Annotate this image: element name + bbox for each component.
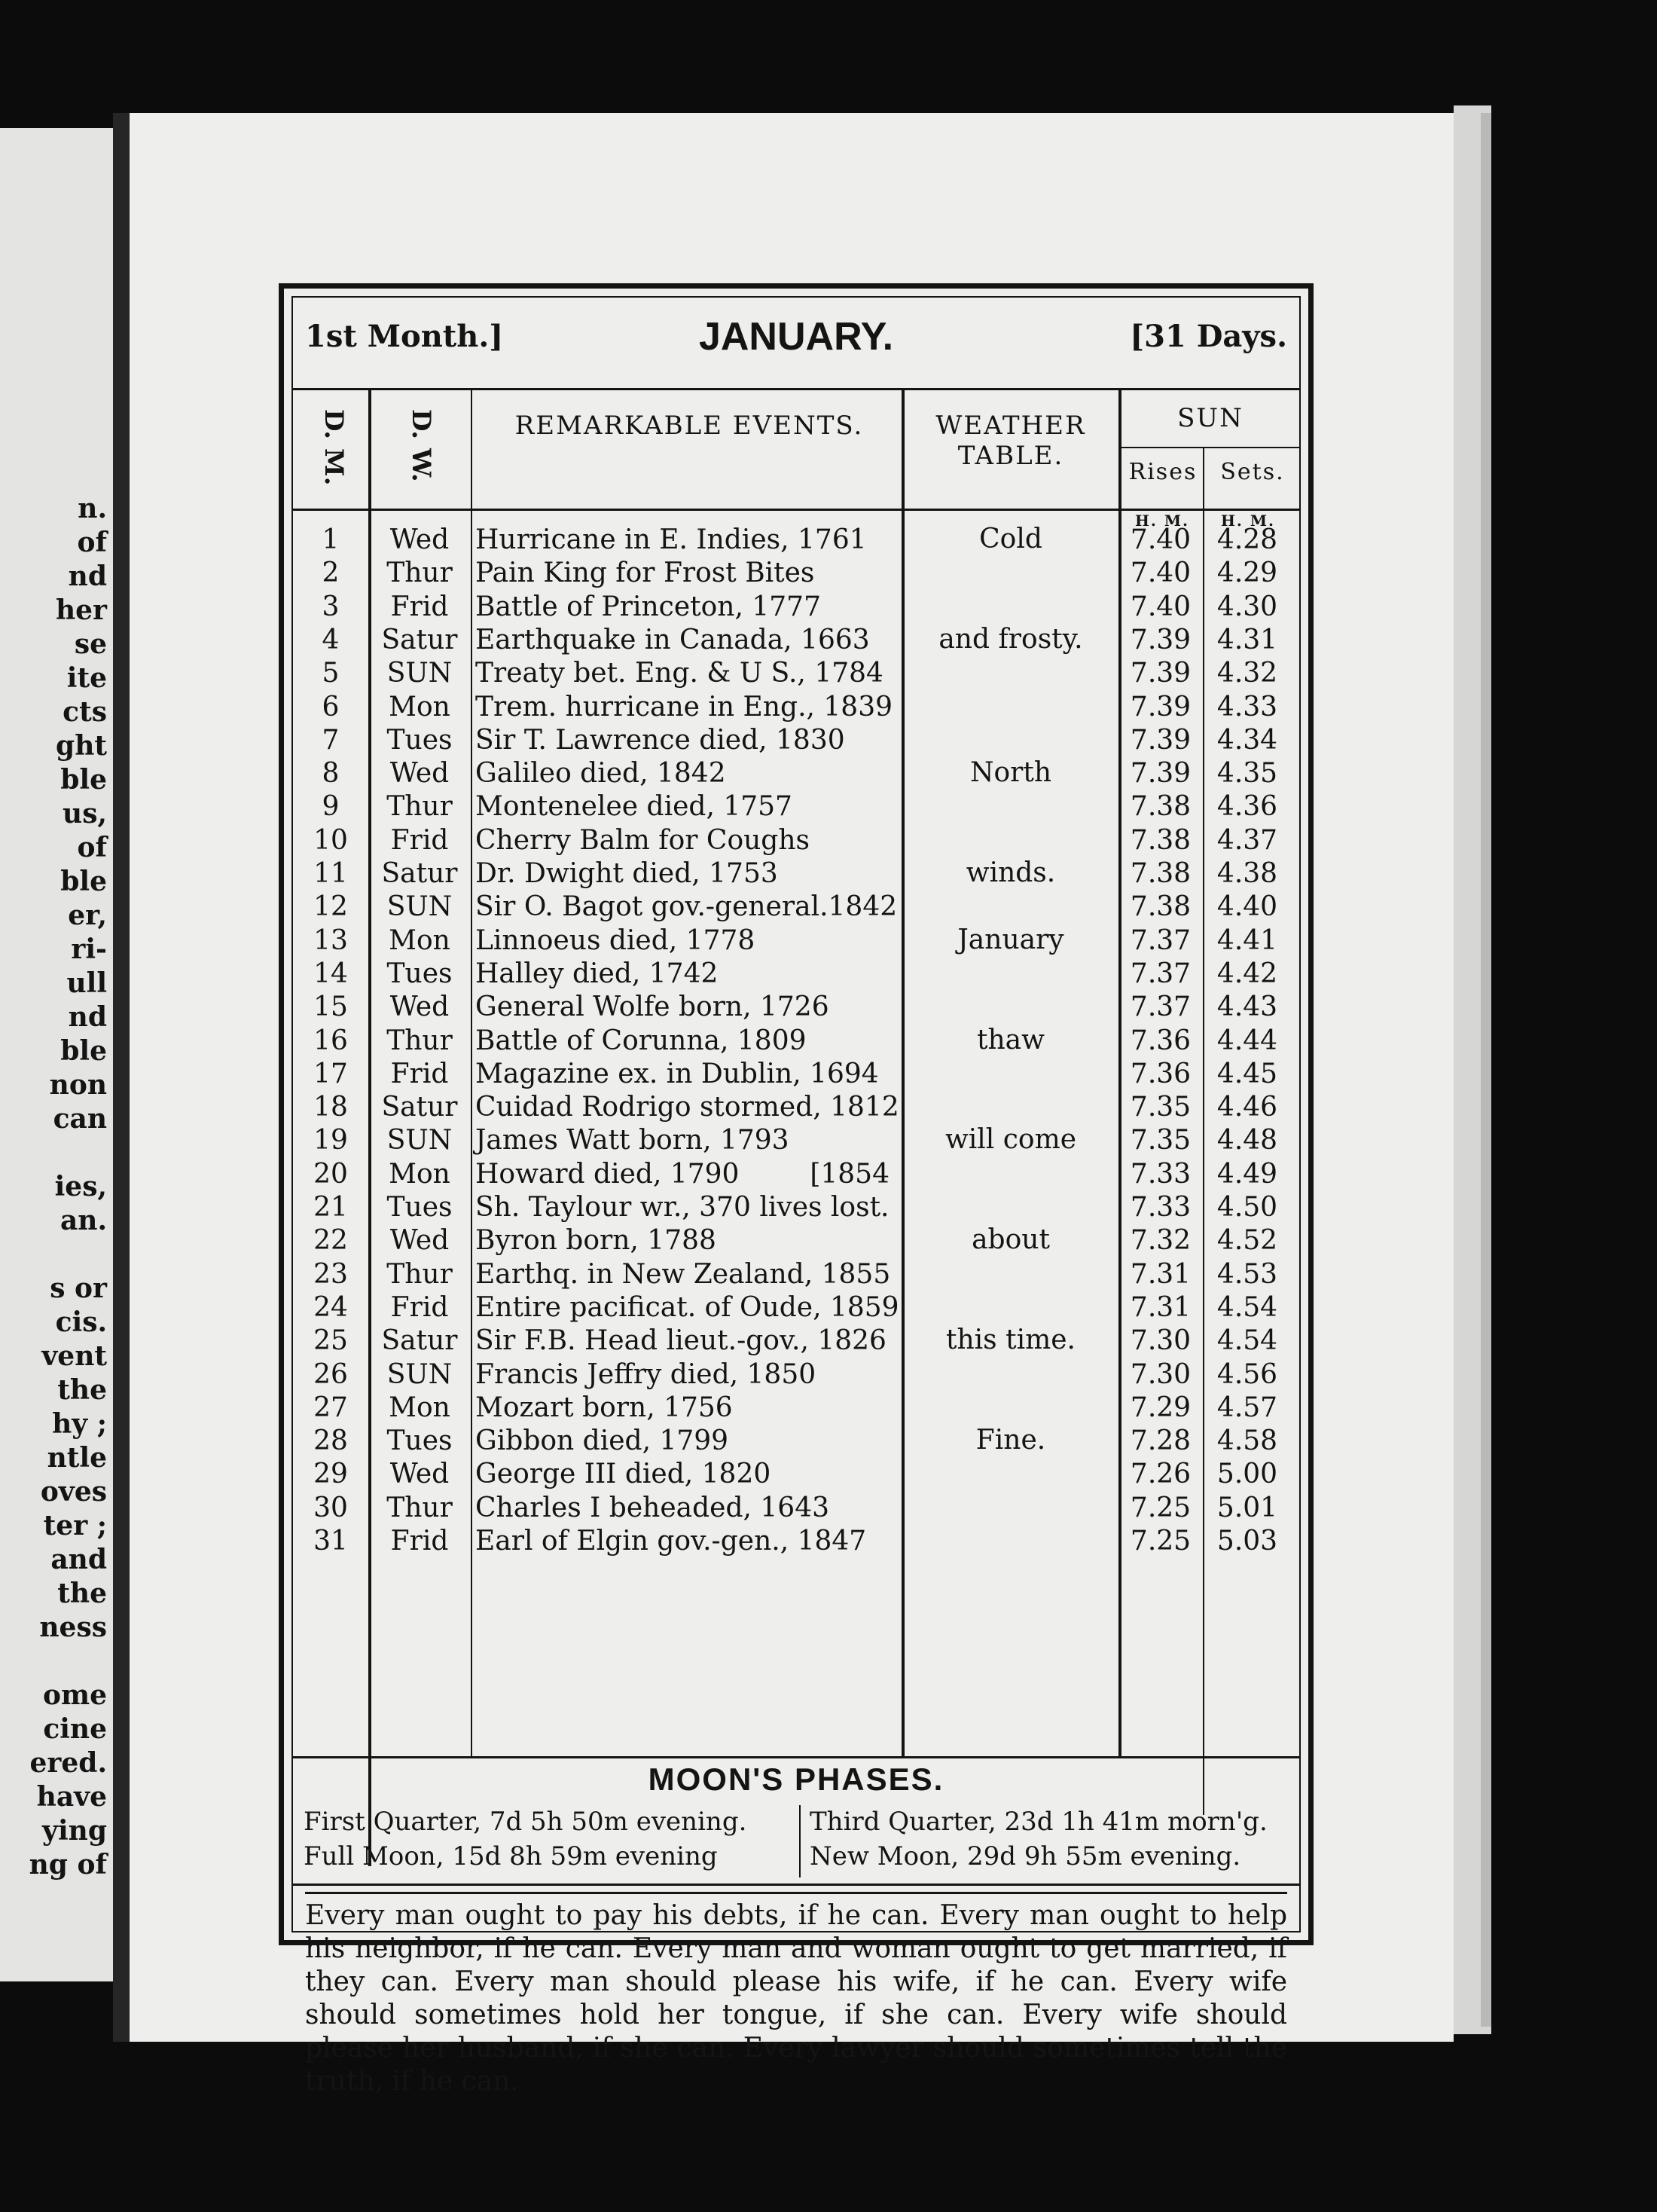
table-row	[293, 657, 1299, 690]
sun-set: 4.33	[1216, 691, 1278, 723]
table-row	[293, 1091, 1299, 1124]
weather-entry: thaw	[977, 1024, 1045, 1056]
left-page-fragment	[0, 128, 113, 1981]
sun-rise: 7.40	[1130, 558, 1192, 589]
left-page-line: n.	[78, 493, 107, 524]
col-sets: Sets.	[1220, 459, 1285, 485]
sun-rise: 7.36	[1130, 1025, 1192, 1056]
sun-set: 4.44	[1216, 1025, 1278, 1056]
left-page-line: ered.	[29, 1747, 107, 1779]
day-of-month: 27	[313, 1392, 348, 1423]
sun-set: 4.58	[1216, 1425, 1278, 1457]
calendar-frame	[279, 283, 1314, 2097]
day-of-week: Satur	[381, 1092, 458, 1123]
sun-rise: 7.31	[1130, 1291, 1192, 1323]
event: Battle of Princeton, 1777	[475, 591, 821, 622]
sun-rise: 7.40	[1130, 524, 1192, 555]
event: Charles I beheaded, 1643	[475, 1492, 830, 1523]
day-of-week: Thur	[386, 1025, 453, 1056]
sun-rise: 7.37	[1130, 924, 1192, 956]
sun-set: 4.40	[1216, 891, 1278, 923]
day-of-week: Thur	[386, 791, 453, 823]
table-row	[293, 1324, 1299, 1358]
table-row	[293, 924, 1299, 958]
event: George III died, 1820	[475, 1459, 771, 1490]
left-page-line: s or	[50, 1273, 107, 1304]
left-page-line: of	[77, 527, 107, 558]
first-quarter: First Quarter, 7d 5h 50m evening.	[304, 1807, 747, 1837]
day-of-week: Tues	[386, 1425, 453, 1457]
event: Treaty bet. Eng. & U S., 1784	[475, 658, 883, 689]
col-events	[478, 411, 900, 441]
left-page-line: nd	[68, 1001, 107, 1033]
left-page-line: ng of	[29, 1849, 107, 1881]
left-page-line: ness	[39, 1612, 107, 1643]
left-page-line: of	[77, 832, 107, 863]
day-of-month: 7	[322, 724, 340, 756]
col-weather-label: WEATHER TABLE.	[935, 411, 1086, 471]
day-of-week: SUN	[386, 891, 453, 923]
month-header	[293, 298, 1299, 390]
weather-entry: will come	[944, 1124, 1077, 1156]
sun-set: 4.53	[1216, 1258, 1278, 1290]
sun-rise: 7.37	[1130, 958, 1192, 989]
sun-rise: 7.39	[1130, 658, 1192, 689]
table-row	[293, 1025, 1299, 1058]
left-page-line: ble	[60, 866, 107, 897]
event: Earl of Elgin gov.-gen., 1847	[475, 1526, 867, 1557]
table-row	[293, 1425, 1299, 1458]
day-of-week: Frid	[390, 824, 449, 856]
table-row	[293, 1224, 1299, 1257]
left-page-line: her	[55, 594, 107, 626]
table-row	[293, 790, 1299, 823]
table-row	[293, 1392, 1299, 1425]
sets-unit: H. M.	[1221, 512, 1275, 530]
moon-phases	[293, 1756, 1299, 1886]
sun-rise: 7.38	[1130, 891, 1192, 923]
sun-rise: 7.38	[1130, 858, 1192, 889]
sun-rise: 7.30	[1130, 1358, 1192, 1390]
sun-rise: 7.32	[1130, 1225, 1192, 1257]
sun-set: 4.30	[1216, 591, 1278, 622]
left-page-line: hy ;	[52, 1408, 107, 1440]
left-page-line: have	[36, 1781, 107, 1813]
sun-rise: 7.38	[1130, 791, 1192, 823]
proverb-rule	[305, 1892, 1287, 1894]
event: Byron born, 1788	[475, 1225, 716, 1257]
day-of-month: 18	[313, 1092, 348, 1123]
day-of-week: Satur	[381, 624, 458, 655]
left-page-line: us,	[63, 798, 107, 830]
day-of-month: 17	[313, 1058, 348, 1089]
left-page-line: ter ;	[43, 1510, 107, 1541]
left-page-line: ies,	[54, 1171, 107, 1202]
table-row	[293, 1258, 1299, 1291]
left-page-line: ull	[66, 967, 107, 999]
sun-rise: 7.30	[1130, 1325, 1192, 1357]
sun-rise: 7.39	[1130, 724, 1192, 756]
day-of-week: Tues	[386, 1192, 453, 1223]
event: Pain King for Frost Bites	[475, 558, 815, 589]
sun-set: 5.01	[1216, 1492, 1278, 1523]
event: Cuidad Rodrigo stormed, 1812	[475, 1092, 899, 1123]
day-of-week: Wed	[389, 1459, 450, 1490]
day-of-week: SUN	[386, 658, 453, 689]
moon-divider	[799, 1805, 801, 1877]
event: Cherry Balm for Coughs	[475, 824, 810, 856]
event: Earthquake in Canada, 1663	[475, 624, 870, 655]
day-of-month: 8	[322, 758, 340, 790]
month-number: 1st Month.]	[305, 319, 504, 354]
weather-entry: this time.	[946, 1324, 1076, 1356]
day-of-week: SUN	[386, 1125, 453, 1156]
table-row	[293, 757, 1299, 790]
table-row	[293, 857, 1299, 891]
column-headers	[293, 388, 1299, 511]
day-of-week: Thur	[386, 1258, 453, 1290]
day-of-week: Frid	[390, 1526, 449, 1557]
moon-title: MOON'S PHASES.	[648, 1761, 944, 1797]
event: Sh. Taylour wr., 370 lives lost.	[475, 1192, 890, 1223]
left-page-line: se	[74, 628, 107, 660]
day-of-month: 22	[313, 1225, 348, 1257]
left-page-line: the	[57, 1578, 107, 1609]
sun-set: 4.54	[1216, 1325, 1278, 1357]
month-title: JANUARY.	[698, 315, 894, 359]
sun-set: 4.28	[1216, 524, 1278, 555]
left-page-line: and	[50, 1544, 107, 1575]
sun-set: 4.56	[1216, 1358, 1278, 1390]
sun-set: 4.36	[1216, 791, 1278, 823]
event: Magazine ex. in Dublin, 1694	[475, 1058, 879, 1089]
table-row	[293, 991, 1299, 1024]
day-of-month: 13	[313, 924, 348, 956]
sun-set: 4.29	[1216, 558, 1278, 589]
day-of-month: 16	[313, 1025, 348, 1056]
weather-entry: North	[969, 757, 1052, 789]
day-of-week: Wed	[389, 524, 450, 555]
sun-set: 4.48	[1216, 1125, 1278, 1156]
day-of-week: Frid	[390, 1291, 449, 1323]
full-moon: Full Moon, 15d 8h 59m evening	[304, 1841, 718, 1871]
col-events-label: REMARKABLE EVENTS.	[514, 411, 864, 441]
sun-set: 4.35	[1216, 758, 1278, 790]
table-row	[293, 1525, 1299, 1558]
day-of-week: Mon	[389, 691, 450, 723]
event: Mozart born, 1756	[475, 1392, 733, 1423]
table-row	[293, 724, 1299, 757]
left-page-line: cine	[43, 1713, 107, 1745]
sun-set: 4.43	[1216, 991, 1278, 1023]
left-page-line: cis.	[55, 1306, 107, 1338]
sun-rise: 7.40	[1130, 591, 1192, 622]
sun-rise: 7.25	[1130, 1526, 1192, 1557]
day-of-month: 15	[313, 991, 348, 1023]
weather-entry: and frosty.	[938, 623, 1083, 655]
sun-rise: 7.35	[1130, 1125, 1192, 1156]
weather-entry: about	[972, 1224, 1050, 1256]
table-row	[293, 824, 1299, 857]
event: Entire pacificat. of Oude, 1859	[475, 1291, 899, 1323]
left-page-line: can	[53, 1103, 107, 1135]
day-of-month: 4	[322, 624, 340, 655]
sun-set: 4.37	[1216, 824, 1278, 856]
left-page-line: oves	[40, 1476, 107, 1508]
table-row	[293, 1124, 1299, 1157]
day-of-week: Thur	[386, 558, 453, 589]
sun-rise: 7.36	[1130, 1058, 1192, 1089]
day-of-month: 19	[313, 1125, 348, 1156]
event: Trem. hurricane in Eng., 1839	[475, 691, 893, 723]
day-of-month: 25	[313, 1325, 348, 1357]
table-row	[293, 1358, 1299, 1392]
third-quarter: Third Quarter, 23d 1h 41m morn'g.	[810, 1807, 1268, 1837]
sun-set: 4.49	[1216, 1158, 1278, 1190]
event: Battle of Corunna, 1809	[475, 1025, 807, 1056]
left-page-line: ble	[60, 764, 107, 796]
table-row	[293, 1191, 1299, 1224]
sun-divider	[1121, 447, 1299, 448]
day-of-month: 29	[313, 1459, 348, 1490]
weather-entry: Fine.	[975, 1425, 1046, 1456]
left-page-line: ri-	[71, 933, 107, 965]
day-of-month: 5	[322, 658, 340, 689]
sun-rise: 7.35	[1130, 1092, 1192, 1123]
day-of-week: Wed	[389, 1225, 450, 1257]
left-page-line: cts	[63, 696, 107, 728]
day-of-week: Mon	[389, 924, 450, 956]
left-page-line: ying	[42, 1815, 107, 1847]
event: Francis Jeffry died, 1850	[475, 1358, 816, 1390]
event: Montenelee died, 1757	[475, 791, 792, 823]
left-page-line: ght	[56, 730, 107, 762]
month-days: [31 Days.	[1130, 319, 1287, 354]
calendar-inner	[291, 296, 1301, 2097]
weather-entry: Cold	[979, 524, 1042, 555]
day-of-month: 28	[313, 1425, 348, 1457]
left-page-line: vent	[41, 1340, 107, 1372]
sun-rise: 7.25	[1130, 1492, 1192, 1523]
event: Linnoeus died, 1778	[475, 924, 755, 956]
sun-rise: 7.31	[1130, 1258, 1192, 1290]
event: Galileo died, 1842	[475, 758, 726, 790]
table-row	[293, 691, 1299, 724]
day-of-week: Frid	[390, 1058, 449, 1089]
day-of-week: Tues	[386, 724, 453, 756]
event: Hurricane in E. Indies, 1761	[475, 524, 867, 555]
day-of-month: 2	[322, 558, 340, 589]
table-row	[293, 1492, 1299, 1525]
sun-set: 5.03	[1216, 1526, 1278, 1557]
sun-set: 4.54	[1216, 1291, 1278, 1323]
day-of-month: 9	[322, 791, 340, 823]
sun-rise: 7.39	[1130, 624, 1192, 655]
table-row	[293, 557, 1299, 590]
day-of-month: 31	[313, 1526, 348, 1557]
sun-rise: 7.39	[1130, 691, 1192, 723]
day-of-week: Mon	[389, 1158, 450, 1190]
sun-rise: 7.29	[1130, 1392, 1192, 1423]
event: Sir F.B. Head lieut.-gov., 1826	[475, 1325, 886, 1357]
event: James Watt born, 1793	[475, 1125, 789, 1156]
sun-rise: 7.33	[1130, 1192, 1192, 1223]
left-page-line: ntle	[47, 1442, 107, 1474]
day-of-week: Wed	[389, 991, 450, 1023]
left-page-line: non	[49, 1069, 107, 1101]
left-page-line: nd	[68, 561, 107, 592]
day-of-week: Frid	[390, 591, 449, 622]
left-page-line: er,	[68, 900, 107, 931]
day-of-week: Tues	[386, 958, 453, 989]
sun-set: 4.32	[1216, 658, 1278, 689]
sun-set: 4.41	[1216, 924, 1278, 956]
day-of-month: 1	[322, 524, 340, 555]
table-row	[293, 958, 1299, 991]
day-of-month: 10	[313, 824, 348, 856]
sun-set: 4.38	[1216, 858, 1278, 889]
event: General Wolfe born, 1726	[475, 991, 829, 1023]
event: Earthq. in New Zealand, 1855	[475, 1258, 891, 1290]
sun-set: 4.57	[1216, 1392, 1278, 1423]
sun-rise: 7.37	[1130, 991, 1192, 1023]
day-of-month: 14	[313, 958, 348, 989]
event: Sir O. Bagot gov.-general.1842	[475, 891, 898, 923]
sun-rise: 7.38	[1130, 824, 1192, 856]
event: Sir T. Lawrence died, 1830	[475, 724, 845, 756]
left-page-line: an.	[60, 1205, 107, 1236]
day-of-week: Satur	[381, 858, 458, 889]
rises-unit: H. M.	[1135, 512, 1189, 530]
day-of-month: 20	[313, 1158, 348, 1190]
event: Gibbon died, 1799	[475, 1425, 729, 1457]
sun-rise: 7.28	[1130, 1425, 1192, 1457]
left-page-line: the	[57, 1374, 107, 1406]
left-page-line: ble	[60, 1035, 107, 1067]
sun-set: 4.31	[1216, 624, 1278, 655]
sun-set: 4.45	[1216, 1058, 1278, 1089]
day-of-week: Wed	[389, 758, 450, 790]
sun-set: 4.42	[1216, 958, 1278, 989]
table-row	[293, 591, 1299, 624]
day-of-month: 12	[313, 891, 348, 923]
table-row	[293, 1458, 1299, 1491]
table-row	[293, 1158, 1299, 1191]
col-sun: SUN	[1177, 403, 1244, 433]
col-day-of-week: D. W.	[406, 409, 436, 482]
sun-set: 4.34	[1216, 724, 1278, 756]
day-of-month: 21	[313, 1192, 348, 1223]
sun-rise: 7.33	[1130, 1158, 1192, 1190]
day-of-week: Mon	[389, 1392, 450, 1423]
sun-set: 5.00	[1216, 1459, 1278, 1490]
event: Dr. Dwight died, 1753	[475, 858, 778, 889]
sun-rise: 7.39	[1130, 758, 1192, 790]
day-of-week: Thur	[386, 1492, 453, 1523]
sun-set: 4.52	[1216, 1225, 1278, 1257]
table-row	[293, 624, 1299, 657]
day-of-month: 24	[313, 1291, 348, 1323]
left-page-line: ome	[42, 1679, 107, 1711]
event-note: [1854	[810, 1158, 890, 1190]
page-edge-shadow	[1481, 113, 1491, 2027]
table-row	[293, 1058, 1299, 1091]
sun-set: 4.46	[1216, 1092, 1278, 1123]
day-of-month: 11	[313, 858, 348, 889]
day-of-month: 30	[313, 1492, 348, 1523]
new-moon: New Moon, 29d 9h 55m evening.	[810, 1841, 1241, 1871]
day-of-month: 23	[313, 1258, 348, 1290]
left-page-line: ite	[66, 662, 107, 694]
day-of-month: 6	[322, 691, 340, 723]
col-day-of-month: D. M.	[319, 409, 349, 486]
weather-entry: January	[957, 924, 1064, 955]
table-row	[293, 1291, 1299, 1324]
table-row	[293, 891, 1299, 924]
event: Howard died, 1790	[475, 1158, 740, 1190]
col-weather	[908, 411, 1114, 471]
day-of-week: Satur	[381, 1325, 458, 1357]
sun-rise: 7.26	[1130, 1459, 1192, 1490]
day-of-week: SUN	[386, 1358, 453, 1390]
table-row	[293, 524, 1299, 557]
col-rises: Rises	[1128, 459, 1198, 485]
event: Halley died, 1742	[475, 958, 719, 989]
sun-set: 4.50	[1216, 1192, 1278, 1223]
weather-entry: winds.	[966, 857, 1056, 888]
proverb-text: Every man ought to pay his debts, if he can. Every man ought to help his neighbor, if he can. Every man and woman ought to get married, if they can. Every man should please his wife, if he can. Every wife should sometimes hold her tongue, if she can. Every wife should please her husband, if she can. Every lawyer should sometimes tell the truth, if he can.	[305, 1900, 1287, 2097]
day-of-month: 26	[313, 1358, 348, 1390]
day-of-month: 3	[322, 591, 340, 622]
